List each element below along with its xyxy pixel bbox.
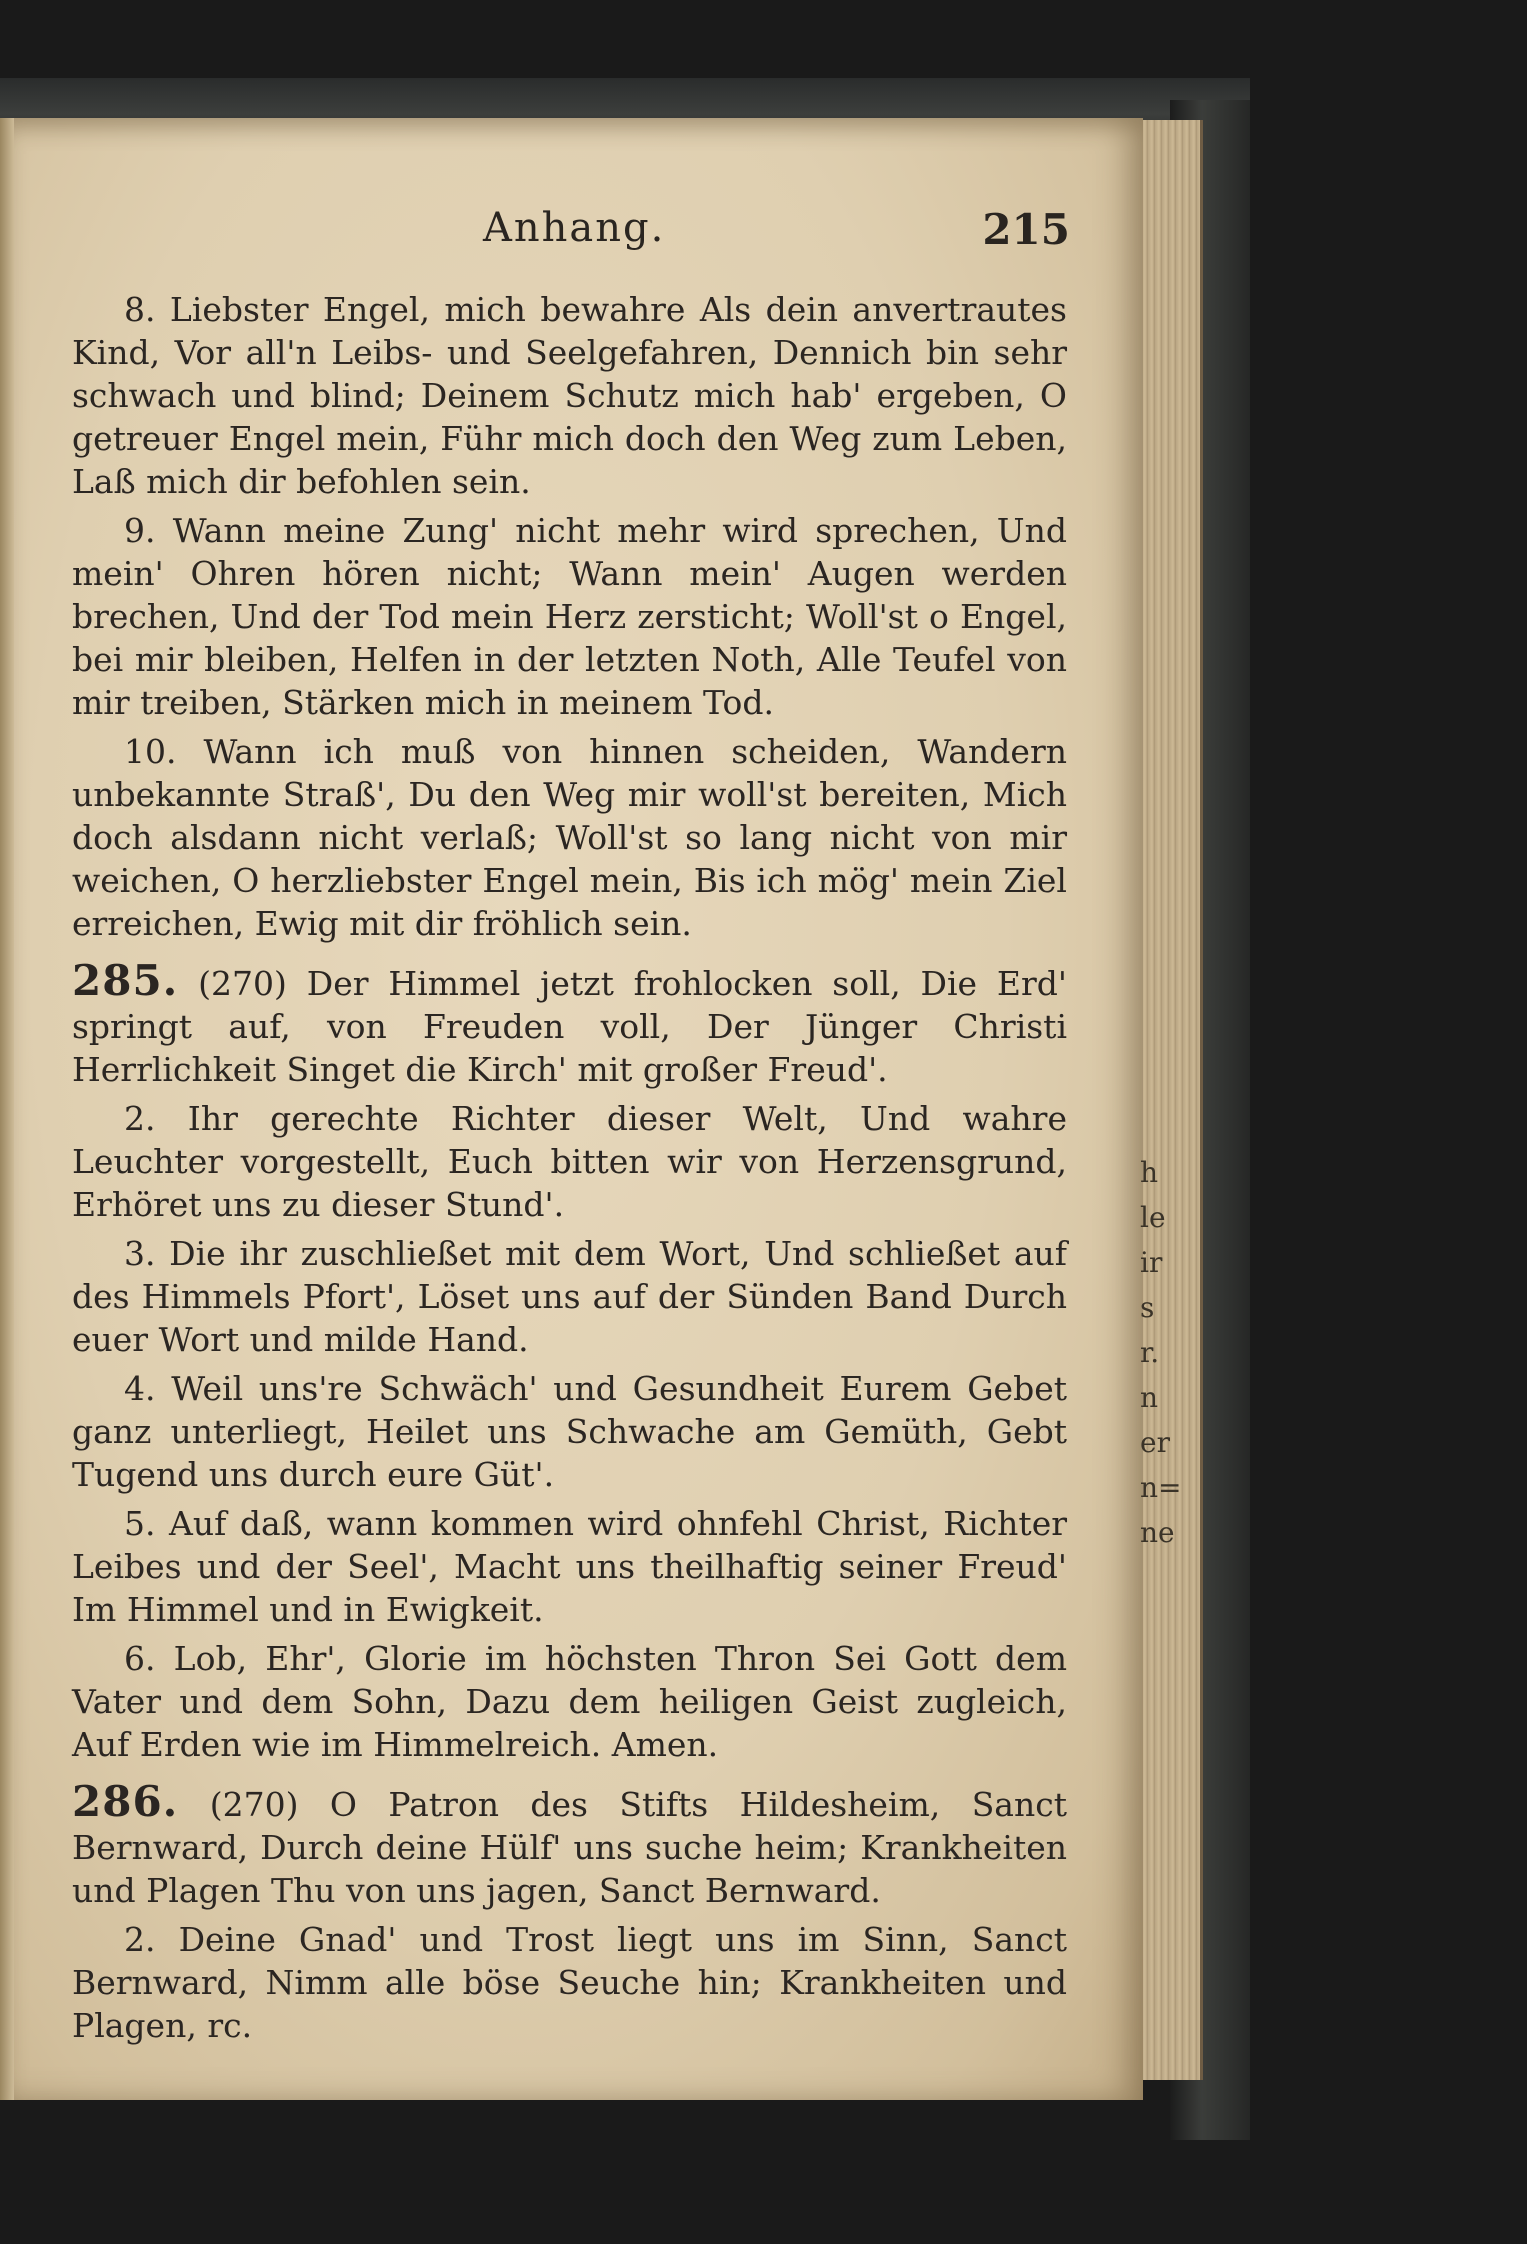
verse-9 bbox=[72, 509, 1067, 724]
verse-text: Wann meine Zung' nicht mehr wird sprechen, Und mein' Ohren hören nicht; Wann mein' Augen werden brechen, Und der Tod mein Herz zersticht; Woll'st o Engel, bei mir bleiben, Helfen in der letzten Noth, Alle Teufel von mir treiben, Stärken mich in meinem Tod. bbox=[72, 511, 1067, 722]
hymn-285-verse-3 bbox=[72, 1232, 1067, 1361]
verse-text: Auf daß, wann kommen wird ohnfehl Christ, Richter Leibes und der Seel', Macht uns theilhaftig seiner Freud' Im Himmel und in Ewigkeit. bbox=[72, 1504, 1067, 1629]
hymn-number: 285. bbox=[72, 956, 179, 1005]
hymn-285-verse-5 bbox=[72, 1502, 1067, 1631]
verse-number: 8. bbox=[124, 290, 156, 329]
hymn-reference: (270) bbox=[209, 1785, 299, 1824]
verse-text: Ihr gerechte Richter dieser Welt, Und wahre Leuchter vorgestellt, Euch bitten wir von Herzensgrund, Erhöret uns zu dieser Stund'. bbox=[72, 1099, 1067, 1224]
fragment: er bbox=[1140, 1426, 1170, 1459]
fragment: n bbox=[1140, 1381, 1159, 1414]
verse-number: 10. bbox=[124, 732, 177, 771]
hymn-285 bbox=[72, 956, 1067, 1091]
fragment: n= bbox=[1140, 1471, 1182, 1504]
verse-text: Liebster Engel, mich bewahre Als dein anvertrautes Kind, Vor all'n Leibs- und Seelgefahren, Dennich bin sehr schwach und blind; Deinem Schutz mich hab' ergeben, O getreuer Engel mein, Führ mich doch den Weg zum Leben, Laß mich dir befohlen sein. bbox=[72, 290, 1067, 501]
verse-number: 9. bbox=[124, 511, 156, 550]
verse-number: 2. bbox=[124, 1099, 156, 1138]
fragment: le bbox=[1140, 1201, 1166, 1234]
page-header bbox=[75, 205, 1070, 265]
verse-number: 4. bbox=[124, 1369, 156, 1408]
fragment: ne bbox=[1140, 1516, 1175, 1549]
hymn-text: O Patron des Stifts Hildesheim, Sanct Bernward, Durch deine Hülf' uns suche heim; Krankheiten und Plagen Thu von uns jagen, Sanct Bernward. bbox=[72, 1785, 1067, 1910]
verse-text: Deine Gnad' und Trost liegt uns im Sinn, Sanct Bernward, Nimm alle böse Seuche hin; Krankheiten und Plagen, rc. bbox=[72, 1920, 1067, 2045]
verse-8 bbox=[72, 288, 1067, 503]
page-binding-edge bbox=[0, 118, 14, 2100]
hymn-286-verse-2 bbox=[72, 1918, 1067, 2047]
verse-number: 2. bbox=[124, 1920, 156, 1959]
hymn-285-verse-6 bbox=[72, 1637, 1067, 1766]
fragment: r. bbox=[1140, 1336, 1160, 1369]
hymn-285-verse-4 bbox=[72, 1367, 1067, 1496]
page-number: 215 bbox=[982, 205, 1070, 254]
verse-number: 5. bbox=[124, 1504, 156, 1543]
verse-number: 6. bbox=[124, 1639, 156, 1678]
verse-text: Weil uns're Schwäch' und Gesundheit Eurem Gebet ganz unterliegt, Heilet uns Schwache am Gemüth, Gebt Tugend uns durch eure Güt'. bbox=[72, 1369, 1067, 1494]
next-page-fragments bbox=[1140, 1150, 1180, 1555]
verse-number: 3. bbox=[124, 1234, 156, 1273]
hymn-reference: (270) bbox=[198, 964, 287, 1003]
fragment: s bbox=[1140, 1291, 1155, 1324]
verse-10 bbox=[72, 730, 1067, 945]
hymn-text: Der Himmel jetzt frohlocken soll, Die Erd' springt auf, von Freuden voll, Der Jünger Christi Herrlichkeit Singet die Kirch' mit großer Freud'. bbox=[72, 964, 1067, 1089]
fragment: h bbox=[1140, 1156, 1159, 1189]
hymn-285-verse-2 bbox=[72, 1097, 1067, 1226]
page-text bbox=[72, 288, 1067, 2053]
verse-text: Wann ich muß von hinnen scheiden, Wandern unbekannte Straß', Du den Weg mir woll'st bereiten, Mich doch alsdann nicht verlaß; Woll'st so lang nicht von mir weichen, O herzliebster Engel mein, Bis ich mög' mein Ziel erreichen, Ewig mit dir fröhlich sein. bbox=[72, 732, 1067, 943]
running-head: Anhang. bbox=[483, 205, 666, 251]
verse-text: Lob, Ehr', Glorie im höchsten Thron Sei Gott dem Vater und dem Sohn, Dazu dem heiligen Geist zugleich, Auf Erden wie im Himmelreich. Amen. bbox=[72, 1639, 1067, 1764]
verse-text: Die ihr zuschließet mit dem Wort, Und schließet auf des Himmels Pfort', Löset uns auf der Sünden Band Durch euer Wort und milde Hand. bbox=[72, 1234, 1067, 1359]
fragment: ir bbox=[1140, 1246, 1163, 1279]
hymn-number: 286. bbox=[72, 1777, 179, 1826]
hymn-286 bbox=[72, 1777, 1067, 1912]
